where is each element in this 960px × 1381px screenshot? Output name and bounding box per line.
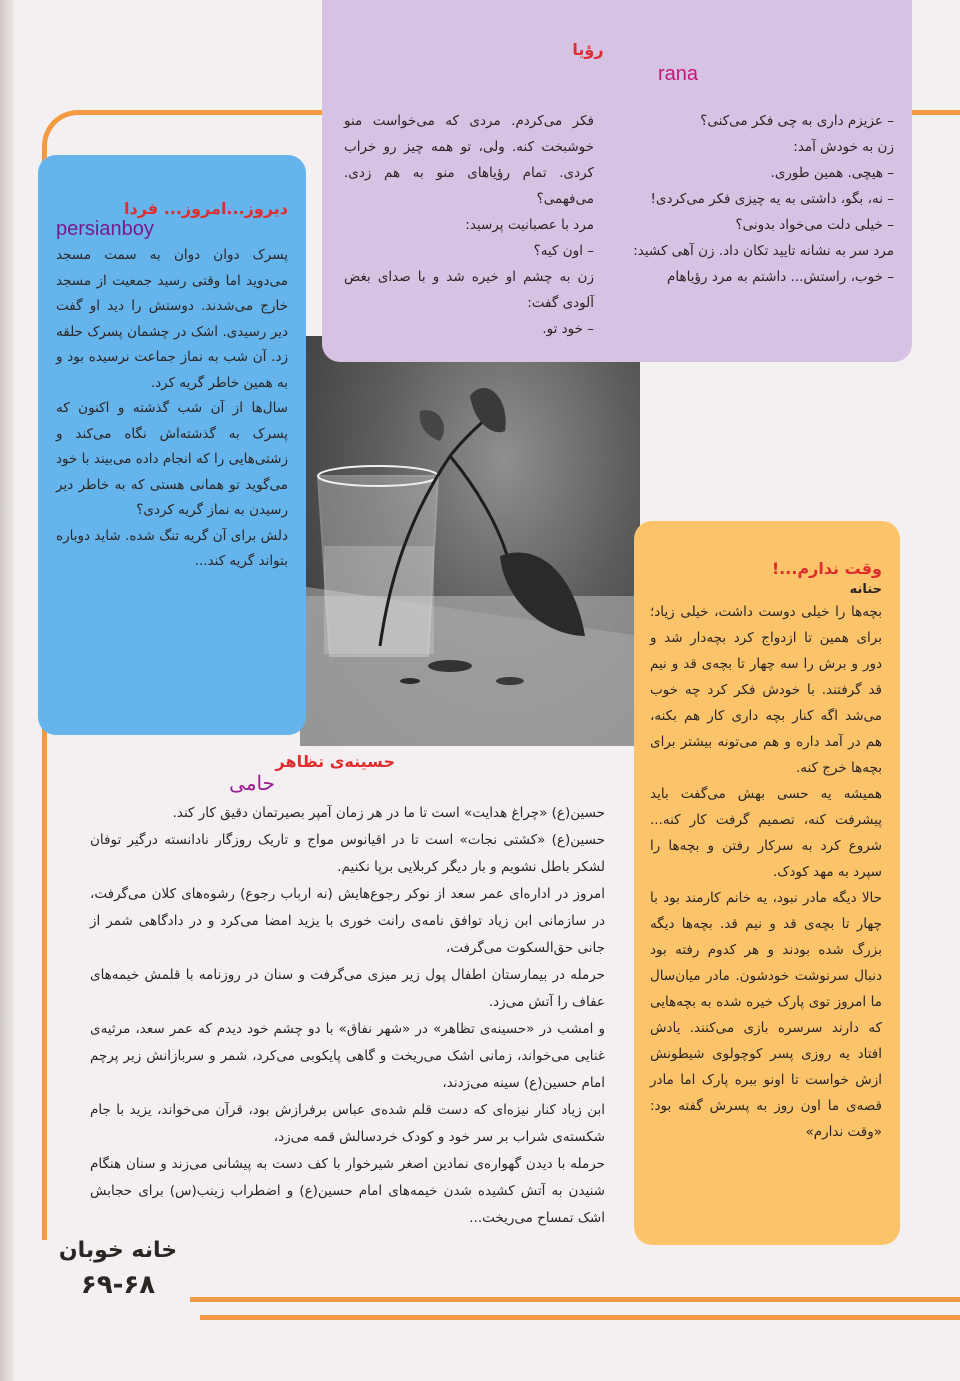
hoseinie-text: حسین(ع) «چراغ هدایت» است تا ما در هر زمان آمپر بصیرتمان دقیق کار کند. حسین(ع) «کشتی نجات» است تا در اقیانوس مواج و تاریک روزگار نادانسته درگیر توفان لشکر باطل نشویم و بار دیگر کربلایی برپا نکنیم. امروز در اداره‌ای عمر سعد از نوکر رجوع‌هایش (نه ارباب رجوع) رشوه‌های کلان می‌گرفت، در سازمانی ابن زیاد توافق نامه‌ی رانت خوری با یزید امضا می‌کرد و در دادگاهی شمر از جانی حق‌السکوت می‌گرفت، حرمله در بیمارستان اطفال پول زیر میزی می‌گرفت و سنان در روزنامه با قلمش خیمه‌های عفاف را آتش می‌زد. و امشب در «حسینه‌ی تظاهر» در «شهر نفاق» با دو چشم خود دیدم که عمر سعد، مرثیه‌ی غنایی می‌خواند، زمانی اشک می‌ریخت و گاهی پایکوبی می‌کرد، شمر و سربازانش زیر پرچم امام حسین(ع) سینه می‌زدند، ابن زیاد کنار نیزه‌ای که دست قلم شده‌ی عباس برفرازش بود، قرآن می‌خواند، یزید با جام شکسته‌ی شراب بر سر خود و کودک خردسالش قمه می‌زد، حرمله با دیدن گهواره‌ی نمادین اصغر شیرخوار با کف دست به پیشانی می‌زند و سنان هنگام شنیدن به آتش کشیده شدن خیمه‌های امام حسین(ع) و اضطراب زینب(س) برای حجابش اشک تمساح می‌ریخت... bbox=[90, 805, 605, 1226]
still-life-photo bbox=[300, 336, 640, 746]
roya-story-box bbox=[322, 0, 912, 362]
diruz-text: پسرک دوان دوان به سمت مسجد می‌دوید اما وقتی رسید جمعیت از مسجد خارج می‌شدند. دوستش را دید او گفت دیر رسیدی. اشک در چشمان پسرک حلقه زد. آن شب به نماز جماعت نرسیده بود و به همین خاطر گریه کرد. سال‌ها از آن شب گذشته و اکنون که پسرک به گذشته‌اش نگاه می‌کند و زشتی‌هایی را که انجام داده می‌بیند با خود می‌گوید تو همانی هستی که به خاطر دیر رسیدن به نماز گریه کردی؟ دلش برای آن گریه تنگ شده. شاید دوباره بتواند گریه کند... bbox=[56, 247, 288, 569]
roya-right-column bbox=[622, 108, 894, 290]
hoseinie-title: حسینه‌ی تظاهر bbox=[275, 752, 395, 771]
magazine-name: خانه خوبان bbox=[58, 1238, 178, 1263]
diruz-story-box bbox=[38, 155, 306, 735]
vaght-story-box bbox=[634, 521, 900, 1245]
diruz-title: دیروز...امروز... فردا bbox=[124, 199, 288, 218]
roya-left-text: فکر می‌کردم. مردی که می‌خواست منو خوشبخت کنه. ولی، تو همه چیز رو خراب کردی. تمام رؤیاهای منو به هم زدی. می‌فهمی؟ مرد با عصبانیت پرسید: – اون کیه؟ زن به چشم او خیره شد و با صدای بغض آلودی گفت: – خود تو. bbox=[344, 113, 594, 337]
vaght-title: وقت ندارم...! bbox=[771, 559, 882, 578]
roya-title: رؤیا bbox=[572, 40, 604, 59]
vaght-author: حنانه bbox=[849, 582, 882, 597]
vaght-text: بچه‌ها را خیلی دوست داشت، خیلی زیاد؛ برای همین تا ازدواج کرد بچه‌دار شد و دور و برش را سه چهار تا بچه‌ی قد و نیم قد گرفتند. با خودش فکر کرد چه خوب می‌شد اگه کنار بچه داری کار هم بکنه، هم در آمد داره و هم می‌تونه بیشتر برای بچه‌ها خرج کنه. همیشه یه حسی بهش می‌گفت باید پیشرفت کنه، تصمیم گرفت کار کنه... شروع کرد به سرکار رفتن و بچه‌ها را سپرد به مهد کودک. حالا دیگه مادر نبود، یه خانم کارمند بود با چهار تا بچه‌ی قد و نیم قد. بچه‌ها دیگه بزرگ شده بودند و هر کدوم رفته بود دنبال سرنوشت خودشون. مادر میان‌سال ما امروز توی پارک خیره شده به بچه‌هایی که دارند سرسره بازی می‌کنند. یادش افتاد یه روزی پسر کوچولوی شیطونش ازش خواست تا اونو ببره پارک اما مادر قصه‌ی ما اون روز به پسرش گفته بود: «وقت ندارم» bbox=[650, 604, 882, 1140]
roya-right-text: – عزیزم داری به چی فکر می‌کنی؟ زن به خودش آمد: – هیچی. همین طوری. – نه، بگو، داشتی به یه چیزی فکر می‌کردی! – خیلی دلت می‌خواد بدونی؟ مرد سر به نشانه تایید تکان داد. زن آهی کشید: – خوب، راستش... داشتم به مرد رؤیاهام bbox=[633, 113, 894, 285]
page-numbers: ۶۹-۶۸ bbox=[80, 1270, 156, 1300]
diruz-signature: persianboy bbox=[56, 218, 154, 240]
hoseinie-signature: حامی bbox=[229, 773, 275, 795]
roya-signature: rana bbox=[657, 63, 699, 85]
roya-left-column bbox=[344, 108, 594, 342]
hoseinie-section bbox=[90, 752, 605, 1232]
orange-bottom-rule bbox=[190, 1297, 960, 1302]
page-edge bbox=[0, 0, 14, 1381]
